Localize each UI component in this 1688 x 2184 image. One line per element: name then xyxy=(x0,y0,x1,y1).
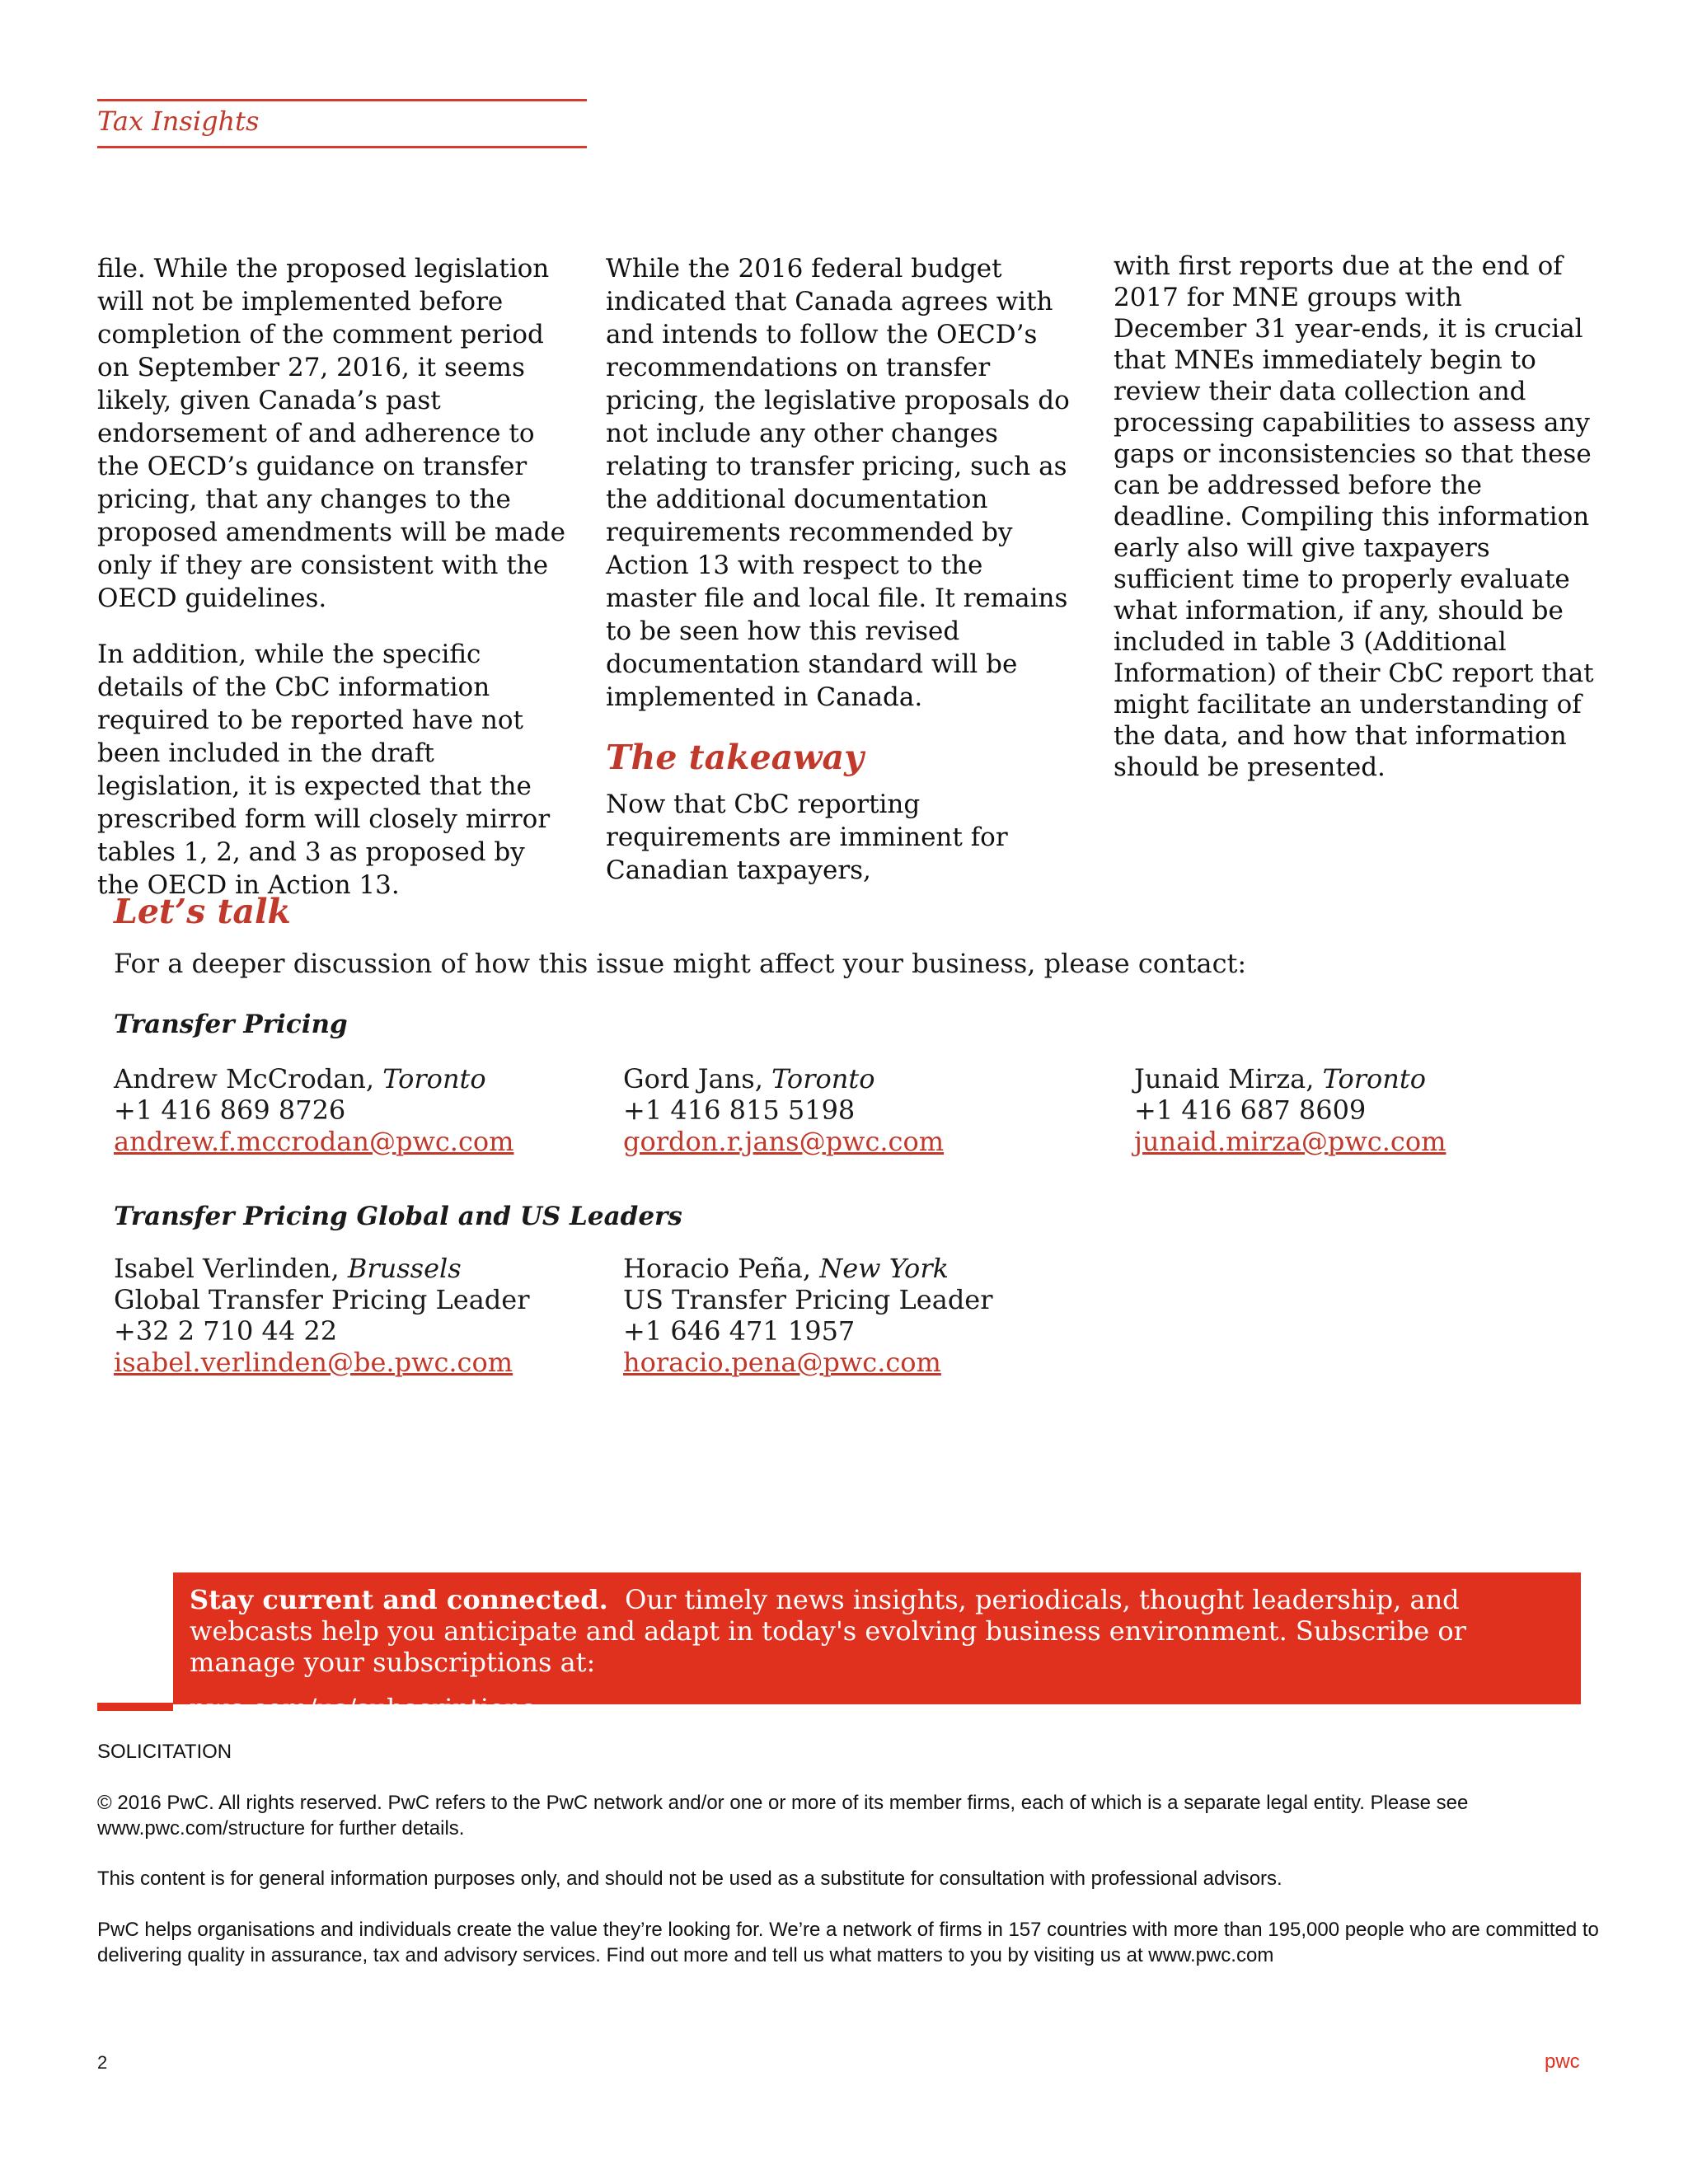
contact-role: US Transfer Pricing Leader xyxy=(623,1284,993,1315)
lets-talk-heading: Let’s talk xyxy=(114,892,291,931)
contact-group-title: Transfer Pricing Global and US Leaders xyxy=(114,1202,682,1231)
contact-role: Global Transfer Pricing Leader xyxy=(114,1284,530,1315)
contact-name-line xyxy=(114,1253,530,1284)
contact-name: Gord Jans, xyxy=(623,1063,772,1094)
paragraph: In addition, while the specific details of the CbC information required to be reported have not been included in the draft legislation, it is expected that the prescribed form will closely mirror tables 1, 2, and 3 as proposed by the OECD in Action 13. xyxy=(97,640,551,900)
contact-name-line xyxy=(114,1063,513,1094)
contact-phone: +32 2 710 44 22 xyxy=(114,1315,338,1347)
contact-name-line xyxy=(1134,1063,1446,1094)
contact-name: Junaid Mirza, xyxy=(1134,1063,1323,1094)
page-number: 2 xyxy=(97,2052,108,2073)
contact-name: Andrew McCrodan, xyxy=(114,1063,383,1094)
banner-headline: Stay current and connected. xyxy=(190,1584,608,1615)
solicitation-label: SOLICITATION xyxy=(97,1741,232,1763)
contact-phone: +1 416 687 8609 xyxy=(1134,1094,1367,1126)
subscription-banner xyxy=(173,1572,1581,1724)
header-rule-bottom xyxy=(97,146,587,148)
body-column-2 xyxy=(606,252,1080,910)
paragraph: While the 2016 federal budget indicated that Canada agrees with and intends to follow the OECD’s recommendations on transfer pricing, the legislative proposals do not include any other changes relating to transfer pricing, such as the additional documentation requirements recommended by Action 13 with respect to the master file and local file. It remains to be seen how this revised documentation standard will be implemented in Canada. xyxy=(606,254,1070,712)
contact-card xyxy=(623,1063,944,1157)
banner-accent-bar xyxy=(97,1703,173,1711)
header-rule-top xyxy=(97,99,587,101)
contact-email-link[interactable]: gordon.r.jans@pwc.com xyxy=(623,1126,945,1157)
contact-email-link[interactable]: horacio.pena@pwc.com xyxy=(623,1347,941,1378)
body-column-3 xyxy=(1114,251,1596,806)
lets-talk-intro: For a deeper discussion of how this issue might affect your business, please contact: xyxy=(114,948,1247,979)
contact-phone: +1 416 869 8726 xyxy=(114,1094,346,1126)
disclaimer-text: This content is for general information purposes only, and should not be used as a substitute for consultation with professional advisors. xyxy=(97,1868,1282,1890)
contact-email-link[interactable]: junaid.mirza@pwc.com xyxy=(1134,1126,1447,1157)
paragraph: with first reports due at the end of 2017 for MNE groups with December 31 year-ends, it is crucial that MNEs immediately begin to review their data collection and processing capabilities to assess any gaps or inconsistencies so that these can be addressed before the deadline. Compiling this information early also will give taxpayers sufficient time to properly evaluate what information, if any, should be included in table 3 (Additional Information) of their CbC report that might facilitate an understanding of the data, and how that information should be presented. xyxy=(1114,251,1594,782)
contact-name-line xyxy=(623,1063,944,1094)
contact-city: Brussels xyxy=(347,1253,462,1284)
contact-card xyxy=(1134,1063,1446,1157)
copyright-notice: © 2016 PwC. All rights reserved. PwC refers to the PwC network and/or one or more of its member firms, each of which is a separate legal entity. Please see www.pwc.com/structure for further details. xyxy=(97,1792,1469,1840)
contact-name: Isabel Verlinden, xyxy=(114,1253,348,1284)
contact-phone: +1 416 815 5198 xyxy=(623,1094,856,1126)
contact-group-title: Transfer Pricing xyxy=(114,1010,348,1039)
subscriptions-link[interactable]: pwc.com/us/subscriptions xyxy=(190,1693,536,1724)
contact-card xyxy=(114,1063,513,1157)
contact-city: Toronto xyxy=(1322,1063,1427,1094)
contact-email-link[interactable]: andrew.f.mccrodan@pwc.com xyxy=(114,1126,514,1157)
takeaway-heading: The takeaway xyxy=(606,738,864,777)
contact-name-line xyxy=(623,1253,993,1284)
contact-city: Toronto xyxy=(382,1063,486,1094)
brand-wordmark: pwc xyxy=(1545,2050,1580,2073)
contact-city: New York xyxy=(819,1253,949,1284)
page-header-title: Tax Insights xyxy=(97,105,260,137)
contact-card xyxy=(114,1253,530,1378)
paragraph: file. While the proposed legislation will not be implemented before completion of the comment period on September 27, 2016, it seems likely, given Canada’s past endorsement of and adherence to the OECD’s guidance on transfer pricing, that any changes to the proposed amendments will be made only if they are consistent with the OECD guidelines. xyxy=(97,254,565,613)
banner-text: Our timely news insights, periodicals, thought leadership, and webcasts help you anticipate and adapt in today's evolving business environment. Subscribe or manage your subscriptions at: xyxy=(190,1584,1466,1678)
contact-card xyxy=(623,1253,993,1378)
body-column-1 xyxy=(97,252,571,925)
contact-phone: +1 646 471 1957 xyxy=(623,1315,856,1347)
contact-email-link[interactable]: isabel.verlinden@be.pwc.com xyxy=(114,1347,513,1378)
paragraph: Now that CbC reporting requirements are imminent for Canadian taxpayers, xyxy=(606,790,1008,885)
about-pwc-text: PwC helps organisations and individuals create the value they’re looking for. We’re a network of firms in 157 countries with more than 195,000 people who are committed to delivering quality in assurance, tax and advisory services. Find out more and tell us what matters to you by visiting us at www.pwc.com xyxy=(97,1919,1599,1966)
contact-city: Toronto xyxy=(771,1063,875,1094)
contact-name: Horacio Peña, xyxy=(623,1253,820,1284)
